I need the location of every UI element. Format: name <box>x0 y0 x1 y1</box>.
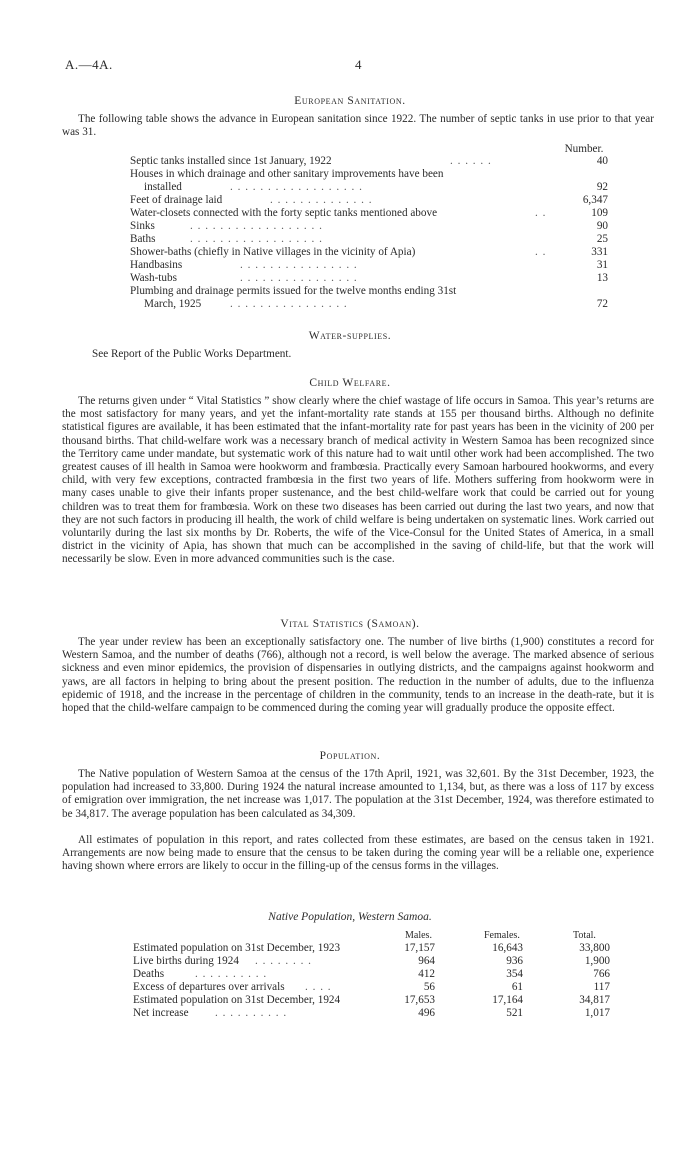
sanitation-row-label: Wash-tubs <box>130 272 177 284</box>
cell-males: 17,653 <box>404 994 435 1006</box>
population-text: The Native population of Western Samoa at the census of the 17th April, 1921, was 32,601. By the 31st December, 1923, the population had increased to 33,800. During 1924 the natural increase amounted to 1,134, but, as there was a loss of 117 by excess of emigration over immigration, the net increase was 1,017. The population at the 31st December, 1924, was therefore estimated to be 34,817. The average population has been calculated as 34,309. <box>62 768 654 820</box>
cell-males: 17,157 <box>404 942 435 954</box>
cell-total: 117 <box>593 981 610 993</box>
sanitation-row-value: 331 <box>591 246 608 258</box>
row-label: Deaths <box>133 968 165 980</box>
table-row <box>133 994 613 1007</box>
sanitation-row-label: installed <box>144 181 182 193</box>
sanitation-row-label: Shower-baths (chiefly in Native villages in the vicinity of Apia) <box>130 246 416 258</box>
cell-total: 766 <box>593 968 610 980</box>
cell-females: 17,164 <box>492 994 523 1006</box>
row-label: Estimated population on 31st December, 1923 <box>133 942 341 954</box>
table-row <box>133 955 613 968</box>
page-number: 4 <box>355 57 362 72</box>
sanitation-row <box>130 285 608 298</box>
leader-dots: . . . . <box>305 981 332 993</box>
column-header-total: Total. <box>573 930 596 941</box>
cell-males: 496 <box>418 1007 435 1019</box>
sanitation-row-label: Houses in which drainage and other sanitary improvements have been <box>130 168 444 180</box>
sanitation-row-value: 31 <box>596 259 608 271</box>
heading-water-supplies: Water-supplies. <box>308 330 392 342</box>
sanitation-row <box>130 272 608 285</box>
row-label: Net increase <box>133 1007 189 1019</box>
sanitation-row <box>130 194 608 207</box>
sanitation-row-value: 25 <box>596 233 608 245</box>
cell-total: 1,017 <box>584 1007 610 1019</box>
sanitation-row <box>130 259 608 272</box>
heading-population: Population. <box>319 750 381 762</box>
cell-total: 1,900 <box>584 955 610 967</box>
child-welfare-text: The returns given under “ Vital Statistics ” show clearly where the chief wastage of life occurs in Samoa. This year’s returns are the most satisfactory for many years, and yet the infant-mortality rate stands at 155 per thousand births. Although no definite statistical figures are available, it has been estimated that the infant-mortality rate for past years has been in the vicinity of 200 per thousand births. That child-welfare work was a necessary branch of medical activity in Western Samoa has been recognized since the Territory came under mandate, but systematic work of this nature had to wait until other work had been accomplished. The two greatest causes of ill health in Samoa were hookworm and frambœsia. Practically every Samoan harboured hookworms, and every child, with very few exceptions, contracted frambœsia in the first two years of life. Mothers suffering from hookworm were in many cases unable to give their infants proper sustenance, and the best child-welfare work that could be carried out for young children was to treat them for frambœsia. Work on these two diseases has been carried out during the last two years, and now that they are not such factors in producing ill health, the work of child welfare is being undertaken on systematic lines. Work carried out voluntarily during the last six months by Dr. Roberts, the wife of the Vice-Consul for the United States of America, in a small district in the vicinity of Apia, has shown that much can be accomplished in the saving of child-life, but that the work will necessarily be slow. Even in more advanced communities such is the case. <box>62 395 654 566</box>
sanitation-row-label: Sinks <box>130 220 155 232</box>
leader-dots: . . <box>535 246 547 258</box>
table-row <box>133 981 613 994</box>
leader-dots: . . . . . . . . . . <box>215 1007 288 1019</box>
sanitation-row-label: Plumbing and drainage permits issued for the twelve months ending 31st <box>130 285 457 297</box>
sanitation-row-value: 109 <box>591 207 608 219</box>
sanitation-row <box>130 233 608 246</box>
table-row <box>133 1007 613 1020</box>
cell-females: 61 <box>511 981 523 993</box>
sanitation-row-label: Handbasins <box>130 259 183 271</box>
sanitation-row <box>130 155 608 168</box>
heading-european-sanitation: European Sanitation. <box>294 95 406 107</box>
leader-dots: . . . . . . . . . . . . . . . . . . <box>190 220 323 232</box>
sanitation-row <box>130 181 608 194</box>
cell-females: 521 <box>506 1007 523 1019</box>
sanitation-row-value: 40 <box>596 155 608 167</box>
cell-females: 936 <box>506 955 523 967</box>
sanitation-row-value: 92 <box>596 181 608 193</box>
leader-dots: . . . . . . . . . . . . . . . . <box>240 259 358 271</box>
cell-males: 964 <box>418 955 435 967</box>
sanitation-row-label: Feet of drainage laid <box>130 194 223 206</box>
row-label: Excess of departures over arrivals <box>133 981 285 993</box>
sanitation-row-label: Baths <box>130 233 156 245</box>
vital-statistics-text: The year under review has been an exceptionally satisfactory one. The number of live births (1,900) constitutes a record for Western Samoa, and the number of deaths (766), although not a record, is well below the average. The marked absence of serious sickness and even minor epidemics, the provision of dispensaries in outlying districts, and the campaigns against hookworm and yaws, are all factors in helping to bring about the present position. The reduction in the number of adults, due to the influenza epidemic of 1918, and the increase in the percentage of children in the community, tends to an increase in the death-rate, but it is hoped that the child-welfare campaign to be commenced during the coming year will gradually produce the opposite effect. <box>62 636 654 715</box>
sanitation-row-value: 6,347 <box>582 194 608 206</box>
cell-total: 34,817 <box>579 994 610 1006</box>
sanitation-row-value: 72 <box>596 298 608 310</box>
row-label: Estimated population on 31st December, 1924 <box>133 994 341 1006</box>
leader-dots: . . . . . . . . . . . . . . . . <box>230 298 348 310</box>
leader-dots: . . . . . . . . . . . . . . . . . . <box>230 181 363 193</box>
table-row <box>133 942 613 955</box>
cell-total: 33,800 <box>579 942 610 954</box>
table-row <box>133 968 613 981</box>
leader-dots: . . . . . . . . . . <box>195 968 268 980</box>
row-label: Live births during 1924 <box>133 955 239 967</box>
european-sanitation-intro: The following table shows the advance in European sanitation since 1922. The number of septic tanks in use prior to that year was 31. <box>62 113 654 139</box>
sanitation-row <box>130 246 608 259</box>
cell-females: 16,643 <box>492 942 523 954</box>
sanitation-row <box>130 168 608 181</box>
cell-males: 412 <box>418 968 435 980</box>
column-header-females: Females. <box>484 930 520 941</box>
sanitation-row-value: 90 <box>596 220 608 232</box>
heading-child-welfare: Child Welfare. <box>309 377 391 389</box>
report-reference: A.—4A. <box>65 57 113 72</box>
heading-vital-statistics: Vital Statistics (Samoan). <box>280 618 420 630</box>
sanitation-row-label: March, 1925 <box>144 298 202 310</box>
native-population-caption: Native Population, Western Samoa. <box>268 911 432 923</box>
sanitation-row <box>130 298 608 311</box>
leader-dots: . . . . . . . . . . . . . . <box>270 194 373 206</box>
leader-dots: . . <box>535 207 547 219</box>
sanitation-row-value: 13 <box>596 272 608 284</box>
sanitation-row <box>130 220 608 233</box>
leader-dots: . . . . . . . . . . . . . . . . . . <box>190 233 323 245</box>
leader-dots: . . . . . . <box>450 155 492 167</box>
sanitation-row-label: Water-closets connected with the forty septic tanks mentioned above <box>130 207 438 219</box>
population-text-2: All estimates of population in this report, and rates collected from these estimates, are based on the census taken in 1921. Arrangements are now being made to ensure that the census to be taken during the coming year will be a reliable one, experience having shown where errors are likely to occur in the filling-up of the census forms in the villages. <box>62 834 654 873</box>
sanitation-row-label: Septic tanks installed since 1st January, 1922 <box>130 155 332 167</box>
sanitation-row <box>130 207 608 220</box>
sanitation-number-header: Number. <box>564 143 604 155</box>
cell-females: 354 <box>506 968 523 980</box>
column-header-males: Males. <box>405 930 432 941</box>
water-supplies-text: See Report of the Public Works Department. <box>92 348 292 360</box>
leader-dots: . . . . . . . . <box>255 955 312 967</box>
leader-dots: . . . . . . . . . . . . . . . . <box>240 272 358 284</box>
cell-males: 56 <box>423 981 435 993</box>
